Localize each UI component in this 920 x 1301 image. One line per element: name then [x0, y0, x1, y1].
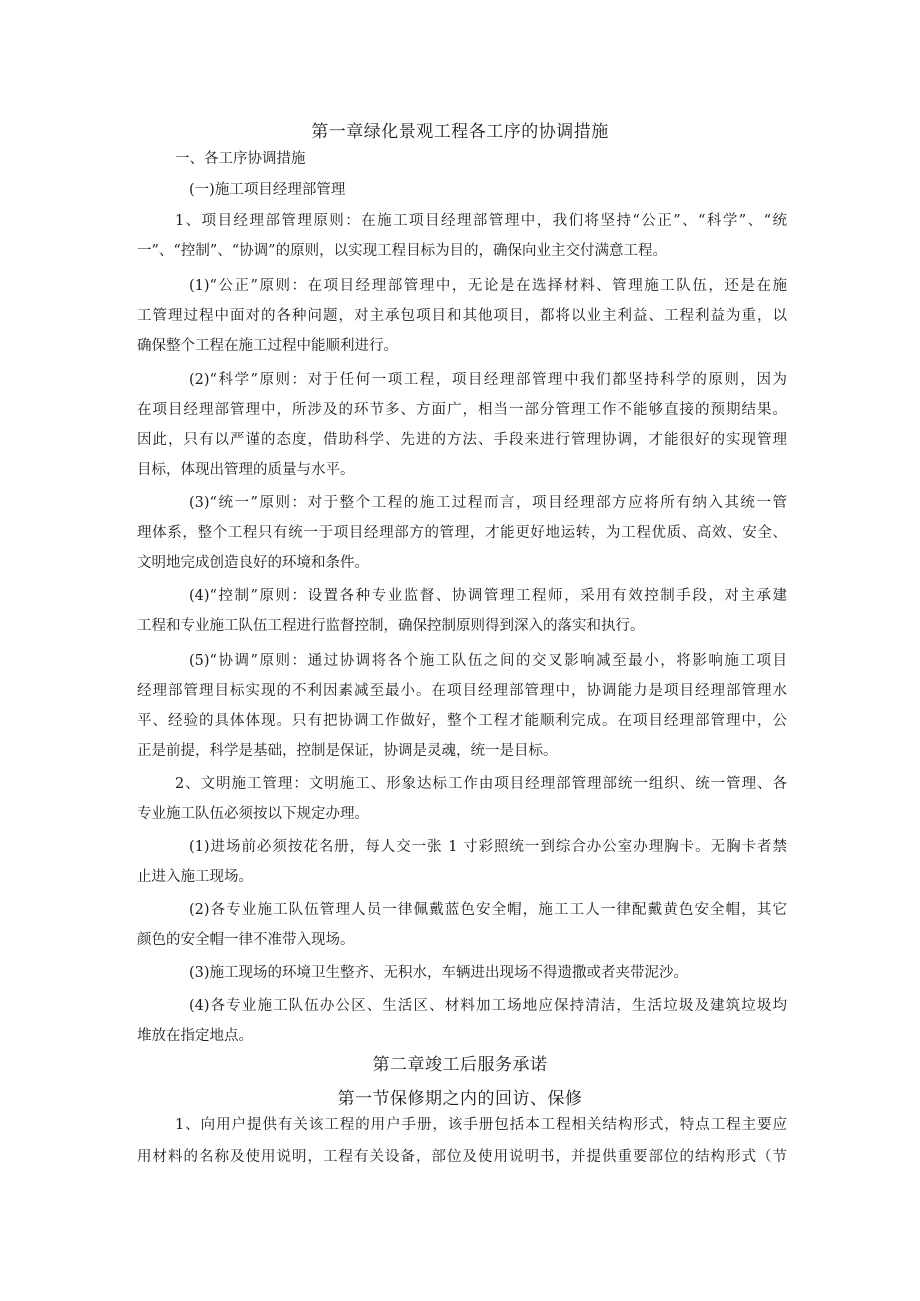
section-title: 第一节保修期之内的回访、保修 — [337, 1089, 583, 1109]
paragraph-line: (2)各专业施工队伍管理人员一律佩戴蓝色安全帽，施工工人一律配戴黄色安全帽，其它 — [189, 902, 787, 918]
paragraph-line: 理体系，整个工程只有统一于项目经理部方的管理，才能更好地运转，为工程优质、高效、安全、 — [137, 525, 787, 541]
paragraph-line: (1)“公正”原则：在项目经理部管理中，无论是在选择材料、管理施工队伍，还是在施 — [189, 278, 787, 294]
section-heading: 一、各工序协调措施 — [175, 151, 306, 167]
paragraph-line: 平、经验的具体体现。只有把协调工作做好，整个工程才能顺利完成。在项目经理部管理中，公 — [137, 713, 787, 729]
paragraph-line: 专业施工队伍必须按以下规定办理。 — [137, 806, 369, 822]
paragraph-line: 文明地完成创造良好的环境和条件。 — [137, 555, 369, 571]
paragraph-line: 正是前提，科学是基础，控制是保证，协调是灵魂，统一是目标。 — [137, 743, 558, 759]
paragraph-line: (3)“统一”原则：对于整个工程的施工过程而言，项目经理部方应将所有纳入其统一管 — [189, 495, 787, 511]
subsection-heading: (一)施工项目经理部管理 — [189, 182, 346, 198]
paragraph-line: 经理部管理目标实现的不利因素减至最小。在项目经理部管理中，协调能力是项目经理部管理水 — [137, 683, 787, 699]
paragraph-line: 确保整个工程在施工过程中能顺利进行。 — [137, 338, 398, 354]
paragraph-line: 在项目经理部管理中，所涉及的环节多、方面广，相当一部分管理工作不能够直接的预期结果。 — [137, 402, 787, 418]
paragraph-line: (5)“协调”原则：通过协调将各个施工队伍之间的交叉影响减至最小，将影响施工项目 — [189, 653, 787, 669]
paragraph-line: 工管理过程中面对的各种问题，对主承包项目和其他项目，都将以业主利益、工程利益为重，以 — [137, 308, 787, 324]
paragraph-line: 因此，只有以严谨的态度，借助科学、先进的方法、手段来进行管理协调，才能很好的实现管理 — [137, 432, 787, 448]
paragraph-line: (2)“科学”原则：对于任何一项工程，项目经理部管理中我们都坚持科学的原则，因为 — [189, 372, 787, 388]
paragraph-line: 一”、“控制”、“协调”的原则，以实现工程目标为目的，确保向业主交付满意工程。 — [137, 243, 668, 259]
chapter-1-title: 第一章绿化景观工程各工序的协调措施 — [311, 122, 609, 142]
chapter-2-title: 第二章竣工后服务承诺 — [372, 1055, 548, 1075]
paragraph-line: (3)施工现场的环境卫生整齐、无积水，车辆进出现场不得遗撒或者夹带泥沙。 — [189, 965, 689, 981]
paragraph-line: 目标，体现出管理的质量与水平。 — [137, 462, 355, 478]
paragraph-line: 1、向用户提供有关该工程的用户手册，该手册包括本工程相关结构形式，特点工程主要应 — [175, 1117, 787, 1133]
paragraph-line: (4)各专业施工队伍办公区、生活区、材料加工场地应保持清洁，生活垃圾及建筑垃圾均 — [189, 998, 787, 1014]
paragraph-line: 2、文明施工管理：文明施工、形象达标工作由项目经理部管理部统一组织、统一管理、各 — [175, 776, 787, 792]
paragraph-line: 用材料的名称及使用说明，工程有关设备，部位及使用说明书，并提供重要部位的结构形式（节 — [137, 1149, 787, 1165]
paragraph-line: 工程和专业施工队伍工程进行监督控制，确保控制原则得到深入的落实和执行。 — [137, 618, 645, 634]
paragraph-line: (1)进场前必须按花名册，每人交一张 1 寸彩照统一到综合办公室办理胸卡。无胸卡者禁 — [189, 839, 787, 855]
paragraph-line: (4)“控制”原则：设置各种专业监督、协调管理工程师，采用有效控制手段，对主承建 — [189, 588, 787, 604]
paragraph-line: 堆放在指定地点。 — [137, 1028, 253, 1044]
paragraph-line: 止进入施工现场。 — [137, 869, 253, 885]
paragraph-line: 颜色的安全帽一律不准带入现场。 — [137, 932, 355, 948]
paragraph-line: 1、项目经理部管理原则：在施工项目经理部管理中，我们将坚持“公正”、“科学”、“统 — [175, 213, 787, 229]
